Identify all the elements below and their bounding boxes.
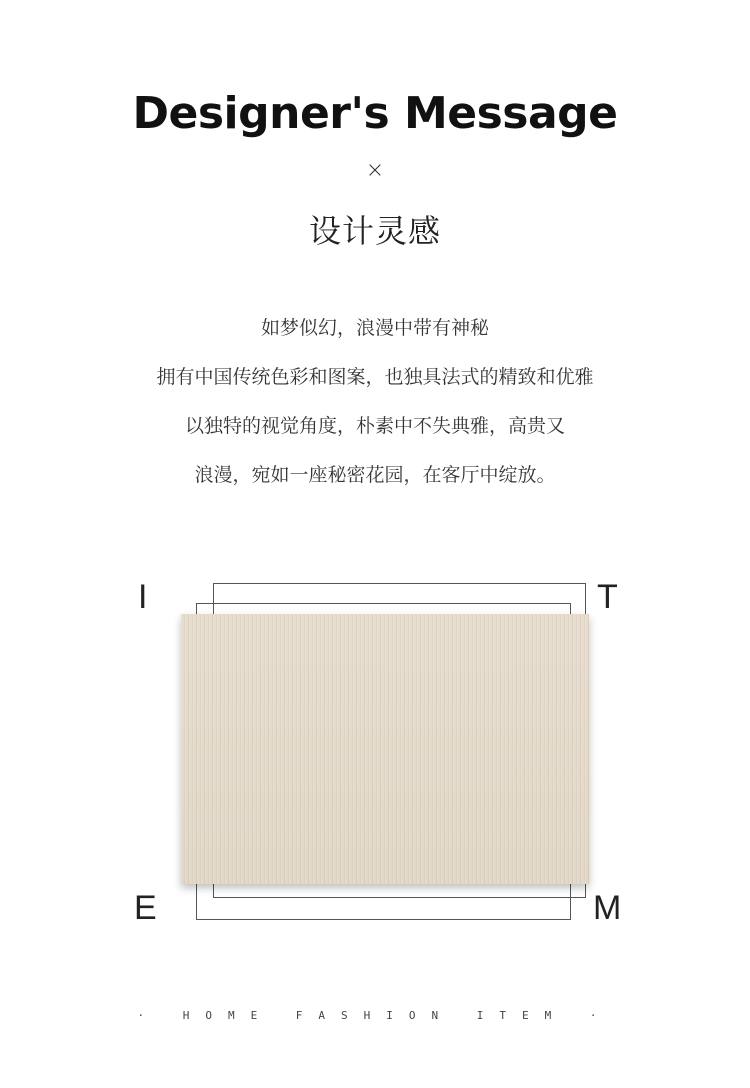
corner-letter-bottom-right: M	[593, 889, 622, 927]
footer-tagline: · HOME FASHION ITEM ·	[137, 1009, 613, 1022]
corner-letter-top-right: T	[597, 578, 618, 616]
corner-letter-top-left: I	[138, 578, 148, 616]
description-line: 如梦似幻，浪漫中带有神秘	[260, 317, 489, 339]
separator-symbol: ×	[365, 158, 385, 183]
corner-letter-bottom-left: E	[134, 889, 157, 927]
page-title: Designer's Message	[132, 88, 618, 139]
description-line: 浪漫，宛如一座秘密花园，在客厅中绽放。	[194, 464, 556, 486]
description-line: 以独特的视觉角度，朴素中不失典雅，高贵又	[184, 415, 565, 437]
page-subtitle: 设计灵感	[308, 212, 441, 250]
description-block	[0, 316, 750, 512]
fabric-swatch-image	[181, 614, 589, 884]
description-line: 拥有中国传统色彩和图案，也独具法式的精致和优雅	[156, 366, 594, 388]
